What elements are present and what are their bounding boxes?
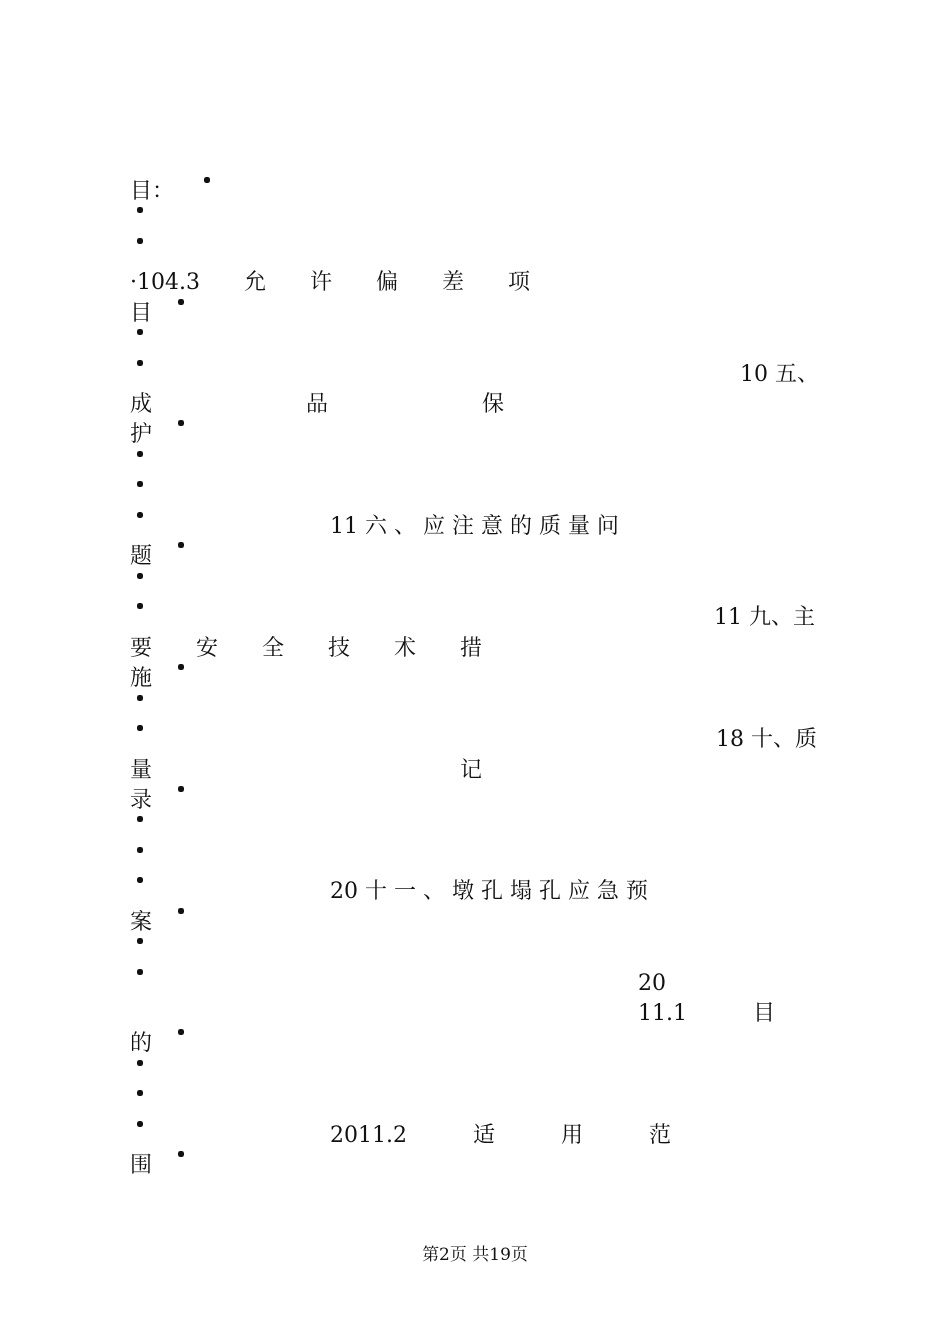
toc-entry-5[interactable]: [130, 390, 830, 420]
toc-line: [130, 847, 830, 877]
toc-entry-11-1[interactable]: [130, 999, 830, 1029]
toc-entry-text: 施: [130, 666, 153, 691]
toc-entry-text: 案: [130, 910, 153, 935]
leader-dot: [137, 360, 143, 366]
leader-dots: [178, 786, 830, 816]
toc-line: [130, 1090, 830, 1120]
leader-dot: [178, 542, 184, 548]
leader-dot: [178, 420, 184, 426]
toc-entry-text: 录: [130, 788, 153, 813]
leader-dot: [178, 1151, 184, 1157]
leader-dots: [178, 1029, 830, 1059]
toc-entry-4-3[interactable]: [130, 268, 830, 298]
leader-dot: [137, 969, 143, 975]
leader-dots: [137, 207, 823, 237]
toc-entry-text: 目: [130, 301, 153, 326]
toc-line: [130, 451, 830, 481]
toc-line: [130, 360, 830, 390]
leader-dots: [178, 542, 830, 572]
leader-dots: [137, 1060, 823, 1090]
leader-dots: [137, 329, 823, 359]
toc-entry-11[interactable]: 20 十 一 、 墩 孔 塌 孔 应 急 预: [330, 879, 648, 904]
leader-dots: [137, 695, 823, 725]
leader-dot: [178, 299, 184, 305]
toc-line: [130, 299, 830, 329]
leader-dots: [178, 1151, 830, 1181]
leader-dot: [137, 1121, 143, 1127]
leader-dots: [137, 238, 810, 268]
toc-line: [130, 329, 830, 359]
leader-dot: [137, 573, 143, 579]
toc-entry-text: 成 品 保: [130, 392, 505, 417]
toc-entry-text: 量 记: [130, 758, 483, 783]
leader-dots: [137, 847, 823, 877]
toc-line: [130, 1121, 830, 1151]
page-footer: 第2页 共19页: [422, 1245, 528, 1265]
toc-line: [130, 695, 830, 725]
leader-dot: [137, 238, 143, 244]
toc-line: [130, 512, 830, 542]
leader-dot: [137, 512, 143, 518]
toc-line: [130, 877, 830, 907]
leader-dot: [137, 603, 143, 609]
leader-dot: [178, 908, 184, 914]
toc-line: [130, 177, 830, 207]
leader-dot: [137, 816, 143, 822]
leader-dot: [137, 725, 143, 731]
toc-heading: 目：: [130, 179, 175, 204]
leader-dot: [178, 664, 184, 670]
leader-dots: [137, 451, 823, 481]
leader-dot: [137, 847, 143, 853]
toc-entry-11-2[interactable]: 2011.2 适 用 范: [330, 1123, 671, 1148]
leader-dot: [137, 877, 143, 883]
leader-dots: [137, 725, 704, 755]
leader-dot: [178, 1029, 184, 1035]
toc-line: [130, 969, 830, 999]
leader-dots: [137, 816, 823, 846]
leader-dots: [137, 938, 810, 968]
toc-line: [130, 908, 830, 938]
leader-dots: [178, 908, 830, 938]
toc-page-number[interactable]: 10 五、: [740, 362, 819, 387]
toc-entry-text: 护: [130, 422, 153, 447]
leader-dots: [137, 360, 730, 390]
leader-dots: [178, 299, 830, 329]
toc-line: [130, 481, 830, 511]
toc-entry-9-cont[interactable]: [130, 634, 830, 664]
toc-entry-text: 要 安 全 技 术 措: [130, 636, 483, 661]
toc-entry-text: 题: [130, 544, 153, 569]
toc-entry-text: 的: [130, 1031, 153, 1056]
leader-dots: [137, 1090, 823, 1120]
leader-dots: [137, 512, 308, 542]
toc-line: [130, 542, 830, 572]
toc-entry-10[interactable]: 18 十、质: [716, 727, 817, 752]
toc-line: [130, 207, 830, 237]
leader-dot: [178, 786, 184, 792]
toc-line: [130, 816, 830, 846]
leader-dot: [137, 695, 143, 701]
toc-line: [130, 938, 830, 968]
toc-line: [130, 786, 830, 816]
toc-line: [130, 238, 830, 268]
toc-line: [130, 1151, 830, 1181]
leader-dots: [178, 420, 830, 450]
leader-dots: [137, 877, 308, 907]
leader-dots: [137, 969, 630, 999]
leader-dots: [137, 481, 823, 511]
leader-dots: [204, 177, 830, 207]
leader-dot: [137, 938, 143, 944]
leader-dots: [137, 1121, 308, 1151]
leader-dots: [137, 603, 700, 633]
leader-dot: [204, 177, 210, 183]
toc-entry-10-cont[interactable]: [130, 756, 830, 786]
toc-line: [130, 573, 830, 603]
toc-entry-text: 围: [130, 1153, 153, 1178]
toc-line: [130, 1029, 830, 1059]
leader-dot: [137, 207, 143, 213]
toc-entry-9[interactable]: 11 九、主: [714, 605, 815, 630]
leader-dot: [137, 329, 143, 335]
toc-line: [130, 725, 830, 755]
leader-dots: [178, 664, 830, 694]
leader-dot: [137, 481, 143, 487]
toc-entry-text: 11.1 目: [638, 1001, 775, 1026]
toc-entry-text: ·104.3 允 许 偏 差 项: [130, 270, 530, 295]
toc-line: [130, 603, 830, 633]
leader-dot: [137, 1090, 143, 1096]
leader-dots: [137, 573, 823, 603]
toc-page-number[interactable]: 20: [638, 971, 666, 996]
leader-dot: [137, 451, 143, 457]
toc-line: [130, 664, 830, 694]
toc-entry-6[interactable]: 11 六 、 应 注 意 的 质 量 问: [330, 514, 619, 539]
toc-line: [130, 1060, 830, 1090]
toc-line: [130, 420, 830, 450]
leader-dot: [137, 1060, 143, 1066]
